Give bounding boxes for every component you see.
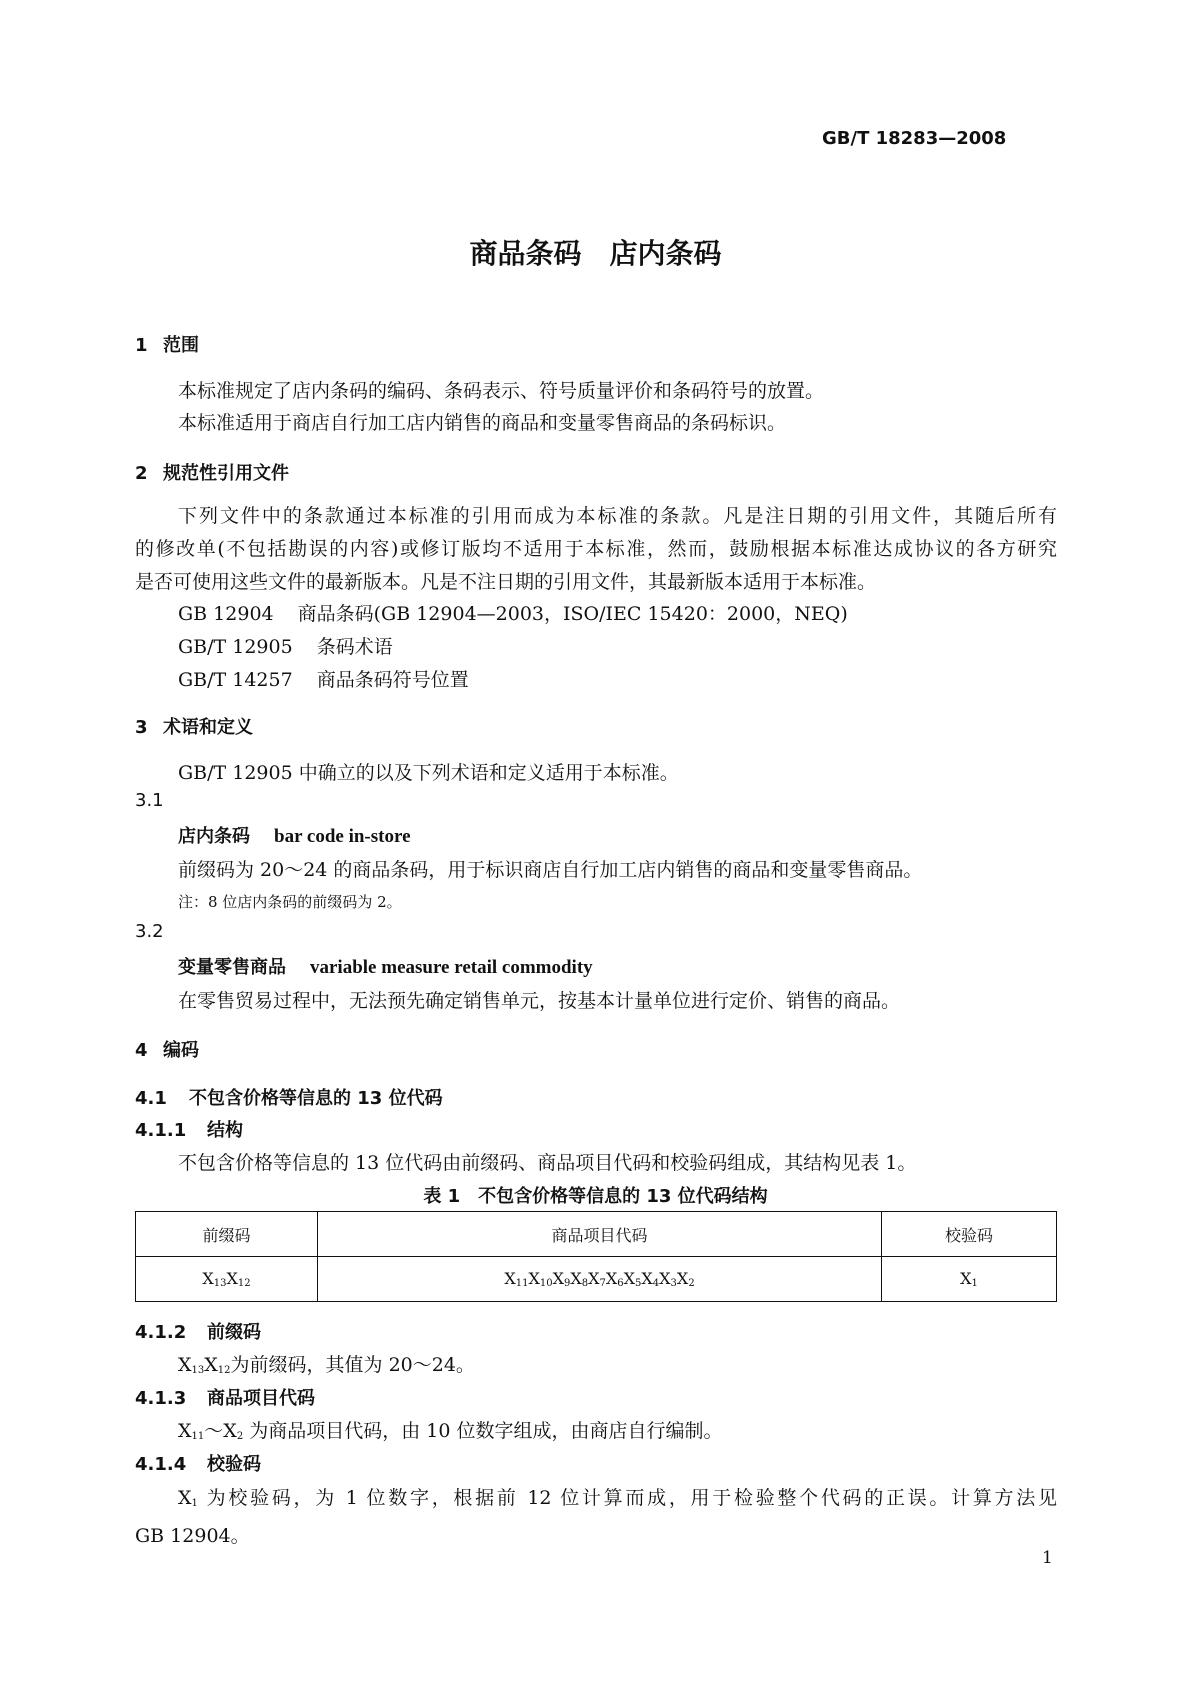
- table-1: [135, 1211, 1057, 1302]
- section-2-heading: [135, 459, 289, 485]
- document-title: 商品条码 店内条码: [469, 237, 722, 270]
- intro-line-1: 下列文件中的条款通过本标准的引用而成为本标准的条款。凡是注日期的引用文件，其随后所有: [178, 505, 1057, 527]
- check-digit-text: [135, 1482, 1057, 1553]
- term-cn: 店内条码: [178, 826, 250, 847]
- header-cell: 商品项目代码: [318, 1212, 882, 1257]
- term-3-2-title: [178, 953, 593, 979]
- reference-item: [178, 599, 848, 626]
- intro-line-2: 的修改单(不包括勘误的内容)或修订版均不适用于本标准，然而，鼓励根据本标准达成协议的各方研究: [135, 538, 1057, 560]
- terms-intro: GB/T 12905 中确立的以及下列术语和定义适用于本标准。: [178, 762, 679, 784]
- section-number: 4.1: [135, 1088, 167, 1109]
- prefix-text: $X_{13}X_{12}$为前缀码，其值为 20～24。: [178, 1354, 475, 1376]
- term-3-2-definition: 在零售贸易过程中，无法预先确定销售单元，按基本计量单位进行定价、销售的商品。: [178, 990, 901, 1012]
- section-1-heading: [135, 331, 199, 357]
- section-number: 2: [135, 463, 148, 484]
- check-symbol-cell: $X_1$: [882, 1257, 1057, 1302]
- standard-number: GB/T 18283—2008: [822, 128, 1007, 149]
- term-cn: 变量零售商品: [178, 957, 286, 978]
- term-en: variable measure retail commodity: [310, 957, 593, 978]
- section-title: 规范性引用文件: [163, 463, 289, 484]
- subsection-4-1-1-heading: [135, 1116, 243, 1142]
- reference-code: GB 12904: [178, 603, 274, 625]
- reference-item: [178, 632, 393, 659]
- term-3-2-number: 3.2: [135, 921, 164, 942]
- section-title: 前缀码: [207, 1322, 261, 1343]
- page-number: 1: [1042, 1548, 1053, 1568]
- reference-item: [178, 665, 469, 692]
- scope-paragraph-2: 本标准适用于商店自行加工店内销售的商品和变量零售商品的条码标识。: [178, 412, 787, 434]
- references-intro: [135, 500, 1057, 599]
- section-4-heading: [135, 1036, 199, 1062]
- item-code-text: $X_{11}\sim X_2$ 为商品项目代码，由 10 位数字组成，由商店自行编制。: [178, 1420, 723, 1442]
- term-3-1-note: 注：8 位店内条码的前缀码为 2。: [178, 893, 402, 911]
- reference-code: GB/T 12905: [178, 636, 293, 658]
- intro-line-3: 是否可使用这些文件的最新版本。凡是不注日期的引用文件，其最新版本适用于本标准。: [135, 571, 877, 593]
- reference-name: 商品条码(GB 12904—2003，ISO/IEC 15420：2000，NEQ): [297, 603, 848, 625]
- section-title: 校验码: [207, 1454, 261, 1475]
- term-en: bar code in-store: [274, 826, 411, 847]
- section-title: 商品项目代码: [207, 1388, 315, 1409]
- reference-name: 商品条码符号位置: [316, 669, 469, 691]
- header-cell: 前缀码: [136, 1212, 318, 1257]
- table-row: [136, 1257, 1057, 1302]
- scope-paragraph-1: 本标准规定了店内条码的编码、条码表示、符号质量评价和条码符号的放置。: [178, 380, 825, 402]
- structure-text: 不包含价格等信息的 13 位代码由前缀码、商品项目代码和校验码组成，其结构见表 1。: [178, 1152, 917, 1174]
- check-line-2: GB 12904。: [135, 1525, 250, 1547]
- section-3-heading: [135, 713, 253, 739]
- section-title: 编码: [163, 1040, 199, 1061]
- section-number: 4.1.2: [135, 1322, 187, 1343]
- section-title: 不包含价格等信息的 13 位代码: [189, 1088, 443, 1109]
- section-number: 1: [135, 335, 148, 356]
- term-3-1-number: 3.1: [135, 790, 164, 811]
- subsection-4-1-2-heading: [135, 1318, 261, 1344]
- term-3-1-title: [178, 822, 411, 848]
- subsection-4-1-3-heading: [135, 1384, 315, 1410]
- section-number: 4.1.4: [135, 1454, 187, 1475]
- check-line-1: $X_1$ 为校验码，为 1 位数字，根据前 12 位计算而成，用于检验整个代码的正误。计算方法见: [178, 1487, 1057, 1509]
- section-number: 4.1.1: [135, 1120, 187, 1141]
- table-1-caption: 表 1 不包含价格等信息的 13 位代码结构: [423, 1186, 768, 1207]
- header-cell: 校验码: [882, 1212, 1057, 1257]
- table-header-row: [136, 1212, 1057, 1257]
- reference-code: GB/T 14257: [178, 669, 293, 691]
- section-number: 4.1.3: [135, 1388, 187, 1409]
- prefix-symbol-cell: $X_{13}X_{12}$: [136, 1257, 318, 1302]
- section-title: 结构: [207, 1120, 243, 1141]
- section-title: 术语和定义: [163, 717, 253, 738]
- section-number: 4: [135, 1040, 148, 1061]
- item-symbol-cell: $X_{11}X_{10}X_9X_8X_7X_6X_5X_4X_3X_2$: [318, 1257, 882, 1302]
- section-title: 范围: [163, 335, 199, 356]
- subsection-4-1-4-heading: [135, 1450, 261, 1476]
- subsection-4-1-heading: [135, 1084, 443, 1110]
- section-number: 3: [135, 717, 148, 738]
- term-3-1-definition: 前缀码为 20～24 的商品条码，用于标识商店自行加工店内销售的商品和变量零售商品。: [178, 859, 923, 881]
- reference-name: 条码术语: [316, 636, 393, 658]
